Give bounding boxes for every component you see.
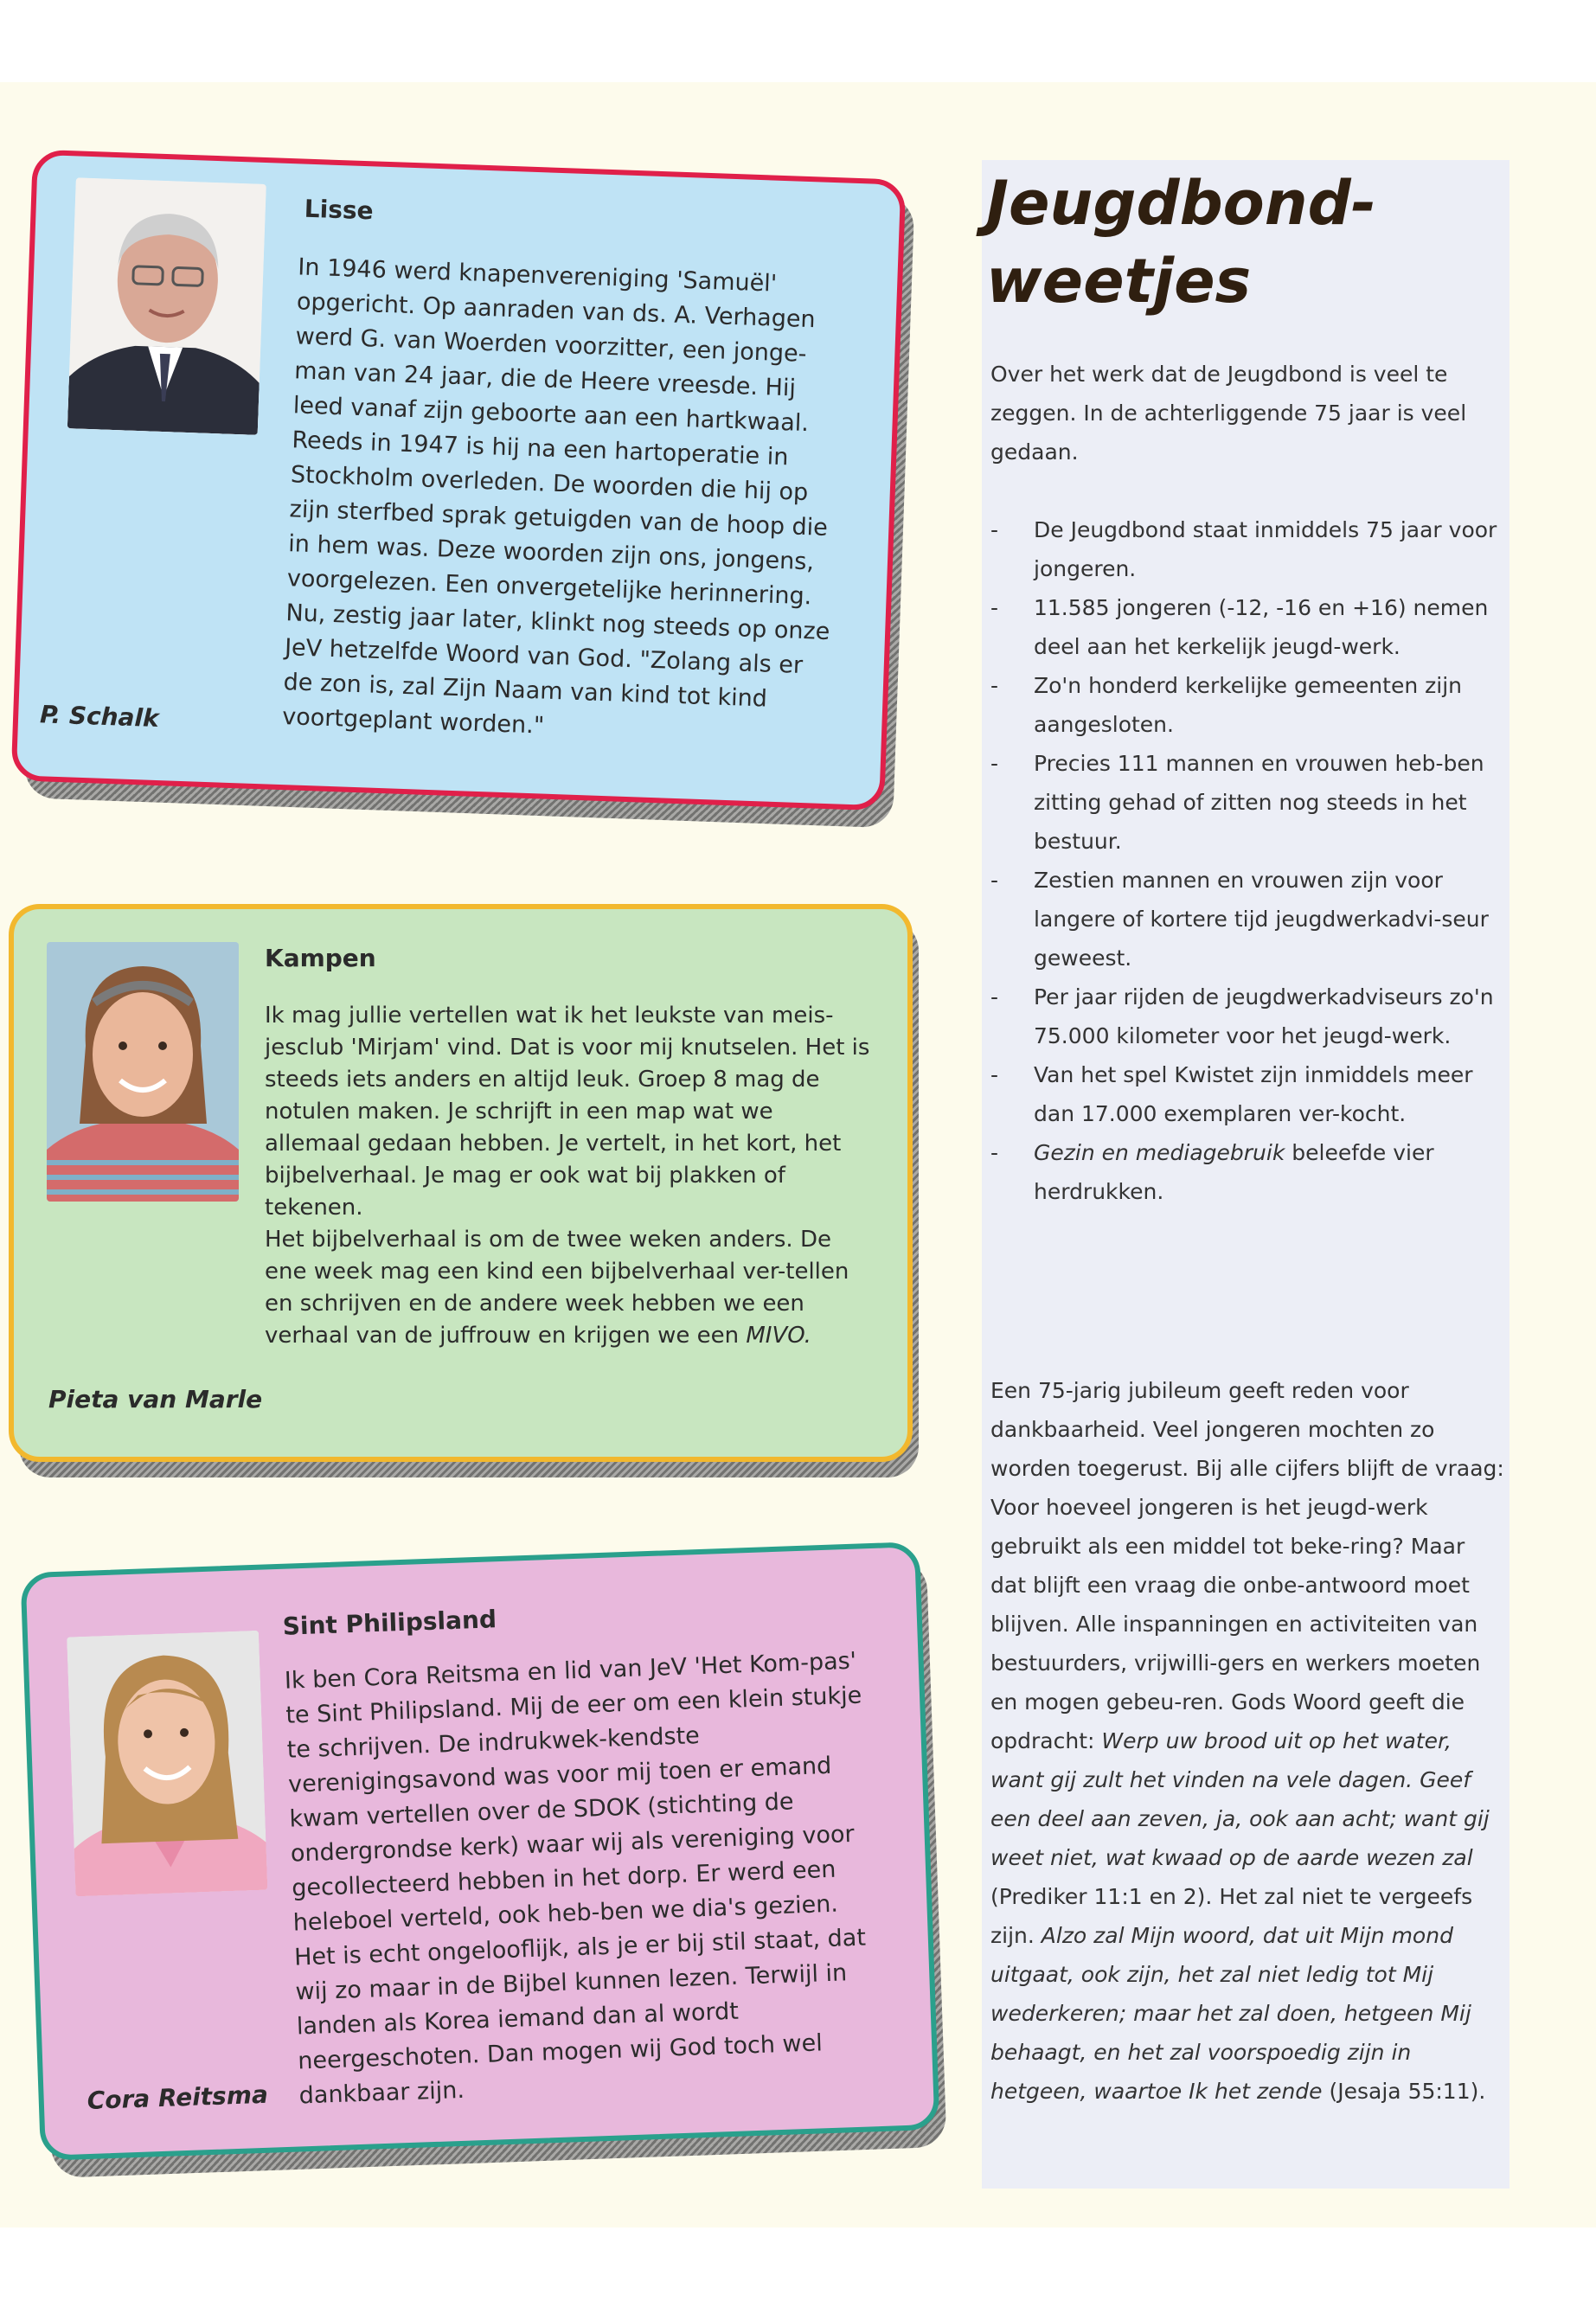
card-lisse: [11, 150, 907, 811]
fact-item: - Zo'n honderd kerkelijke gemeenten zijn aangesloten.: [990, 673, 1462, 737]
closing-text-1: Een 75-jarig jubileum geeft reden voor dankbaarheid. Veel jongeren mochten zo worden toegerust. Bij alle cijfers blijft de vraag: Voor hoeveel jongeren is het jeugd-werk gebruikt als een middel tot beke-ring? Maar dat blijft een vraag die onbe-antwoord moet blijven. Alle inspanningen en activiteiten van bestuurders, vrijwilli-gers en werkers moeten en mogen gebeu-ren. Gods Woord geeft die opdracht:: [990, 1378, 1504, 1753]
facts-list: [990, 510, 1505, 1211]
fact-item: - Per jaar rijden de jeugdwerkadviseurs zo'n 75.000 kilometer voor het jeugd-werk.: [990, 984, 1494, 1048]
card-location: Sint Philipsland: [282, 1605, 497, 1641]
fact-text: 11.585 jongeren (-12, -16 en +16) nemen deel aan het kerkelijk jeugd-werk.: [1034, 595, 1489, 659]
intro-text: [990, 355, 1501, 471]
card-paragraph: [265, 1224, 870, 1352]
girl-portrait-icon: [47, 942, 239, 1202]
card-body-text: [284, 1644, 888, 2113]
closing-text: [990, 1371, 1505, 2111]
fact-text: Zestien mannen en vrouwen zijn voor langere of kortere tijd jeugdwerkadvi-seur geweest.: [1034, 868, 1489, 971]
title-line-2: weetjes: [986, 246, 1252, 317]
card-signature: P. Schalk: [39, 700, 160, 734]
portrait-photo: [67, 177, 266, 435]
card-paragraph-text: Het bijbelverhaal is om de twee weken anders. De ene week mag een kind een bijbelverhaal ver-tellen en schrijven en de andere week hebben we een verhaal van de juffrouw en krijgen we een: [265, 1227, 849, 1349]
card-signature: Cora Reitsma: [87, 2080, 269, 2116]
card-signature: Pieta van Marle: [48, 1385, 263, 1413]
fact-text: Precies 111 mannen en vrouwen heb-ben zitting gehad of zitten nog steeds in het bestuur.: [1034, 751, 1484, 854]
ref-prediker: (Prediker 11:1 en 2). Het zal niet te vergeefs zijn.: [990, 1884, 1473, 1948]
fact-item: - De Jeugdbond staat inmiddels 75 jaar voor jongeren.: [990, 517, 1497, 581]
fact-item: - Van het spel Kwistet zijn inmiddels meer dan 17.000 exemplaren ver-kocht.: [990, 1062, 1473, 1126]
portrait-photo: [47, 942, 239, 1202]
card-paragraph: Ik mag jullie vertellen wat ik het leukste van meis-jesclub 'Mirjam' vind. Dat is voor mij knutselen. Het is steeds iets anders en altijd leuk. Groep 8 mag de notulen maken. Je schrijft in een map wat we allemaal gedaan hebben. Je vertelt, in het kort, het bijbelverhaal. Je mag er ook wat bij plakken of tekenen.: [265, 1003, 870, 1221]
card-location: Lisse: [304, 194, 375, 226]
intro-paragraph: Over het werk dat de Jeugdbond is veel te zeggen. In de achterliggende 75 jaar is veel gedaan.: [990, 362, 1467, 465]
card-paragraph: Ik ben Cora Reitsma en lid van JeV 'Het Kom-pas' te Sint Philipsland. Mij de eer om een klein stukje te schrijven. De indrukwek-kendste verenigingsavond was voor mij toen er emand kwam vertellen over de SDOK (stichting de ondergrondse kerk) waar wij als vereniging voor gecollecteerd hebben in het dorp. Er werd een heleboel verteld, ook heb-ben we dia's gezien. Het is echt ongelooflijk, als je er bij stil staat, dat wij zo maar in de Bijbel kunnen lezen. Terwijl in landen als Korea iemand dan al wordt neergeschoten. Dan mogen wij God toch wel dankbaar zijn.: [284, 1647, 867, 2110]
card-paragraph: In 1946 werd knapenvereniging 'Samuël' opgericht. Op aanraden van ds. A. Verhagen werd G. van Woerden voorzitter, een jonge-man van 24 jaar, die de Heere vreesde. Hij leed vanaf zijn geboorte aan een hartkwaal. Reeds in 1947 is hij na een hartoperatie in Stockholm overleden. De woorden die hij op zijn sterfbed sprak getuigden van de hoop die in hem was. Deze woorden zijn ons, jongens, voorgelezen. Een onvergetelijke herinnering. Nu, zestig jaar later, klinkt nog steeds op onze JeV hetzelfde Woord van God. "Zolang als er de zon is, zal Zijn Naam van kind tot kind voortgeplant worden.": [281, 253, 830, 740]
title-line-1: Jeugdbond-: [986, 168, 1376, 239]
fact-item: - 11.585 jongeren (-12, -16 en +16) nemen deel aan het kerkelijk jeugd-werk.: [990, 595, 1489, 659]
sidebar-title: [986, 164, 1376, 320]
fact-italic: Gezin en mediagebruik: [1034, 1140, 1285, 1165]
portrait-photo: [67, 1631, 267, 1897]
card-body-text: [282, 250, 852, 753]
card-kampen: [9, 904, 913, 1462]
fact-item: - Precies 111 mannen en vrouwen heb-ben zitting gehad of zitten nog steeds in het bestuur.: [990, 751, 1484, 854]
quote-prediker: Werp uw brood uit op het water, want gij zult het vinden na vele dagen. Geef een deel aan zeven, ja, ook aan acht; want gij weet niet, wat kwaad op de aarde wezen zal: [990, 1728, 1490, 1870]
fact-text: Van het spel Kwistet zijn inmiddels meer dan 17.000 exemplaren ver-kocht.: [1034, 1062, 1473, 1126]
closing-paragraph: [990, 1371, 1505, 2111]
fact-text: beleefde vier herdrukken.: [1034, 1140, 1434, 1204]
fact-item: - Gezin en mediagebruik beleefde vier herdrukken.: [990, 1140, 1434, 1204]
girl-portrait-icon: [67, 1631, 267, 1897]
mivo-italic: MIVO.: [746, 1323, 811, 1349]
fact-text: De Jeugdbond staat inmiddels 75 jaar voor jongeren.: [1034, 517, 1497, 581]
quote-jesaja: Alzo zal Mijn woord, dat uit Mijn mond uitgaat, ook zijn, het zal niet ledig tot Mij wederkeren; maar het zal doen, hetgeen Mij behaagt, en het zal voorspoedig zijn in hetgeen, waartoe Ik het zende: [990, 1923, 1471, 2104]
fact-item: - Zestien mannen en vrouwen zijn voor langere of kortere tijd jeugdwerkadvi-seur geweest.: [990, 868, 1489, 971]
man-portrait-icon: [67, 177, 266, 435]
ref-jesaja: (Jesaja 55:11).: [1322, 2079, 1486, 2104]
card-body-text: [265, 1000, 870, 1352]
fact-text: Per jaar rijden de jeugdwerkadviseurs zo'n 75.000 kilometer voor het jeugd-werk.: [1034, 984, 1494, 1048]
card-sint-philipsland: [20, 1541, 939, 2161]
fact-text: Zo'n honderd kerkelijke gemeenten zijn aangesloten.: [1034, 673, 1462, 737]
card-location: Kampen: [265, 944, 376, 972]
